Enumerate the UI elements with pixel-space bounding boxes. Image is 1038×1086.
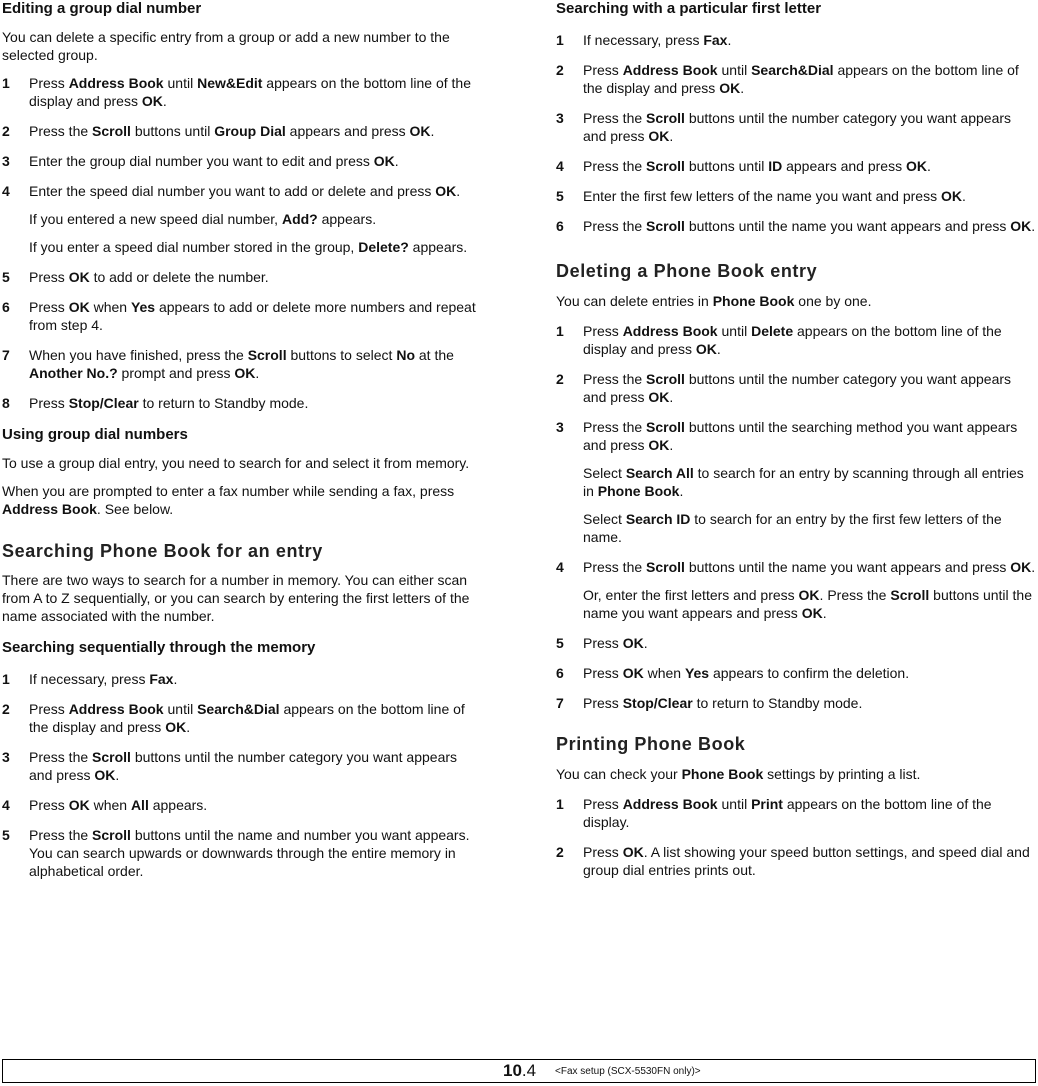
ui-term: Fax xyxy=(703,32,728,48)
ui-term: OK xyxy=(798,587,820,603)
ui-term: OK xyxy=(719,80,741,96)
step-number: 3 xyxy=(2,153,10,169)
step-item xyxy=(556,418,1036,454)
ui-term: OK xyxy=(905,158,927,174)
step-text: Press Stop/Clear to return to Standby mode. xyxy=(583,695,863,711)
ui-term: OK xyxy=(648,128,670,144)
step-text: Press the Scroll buttons until the name you want appears and press OK. xyxy=(583,559,1036,575)
ui-term: OK xyxy=(648,389,670,405)
step-number: 1 xyxy=(2,75,10,91)
step-number: 2 xyxy=(556,371,564,387)
delete-sub-search-all: Select Search All to search for an entry by scanning through all entries in Phone Book. xyxy=(583,465,1024,499)
ui-term: Search&Dial xyxy=(751,62,834,78)
step-text: Press the Scroll buttons until the name and number you want appears. You can search upwards or downwards through the entire memory in alphabetical order. xyxy=(29,827,470,879)
step-item xyxy=(2,796,484,814)
left-column xyxy=(2,0,484,880)
page-sep: . xyxy=(521,1061,527,1080)
seq-search-heading: Searching sequentially through the memory xyxy=(2,639,316,656)
ui-term: Address Book xyxy=(2,501,97,517)
step-item xyxy=(556,634,1036,652)
ui-term: Address Book xyxy=(68,701,164,717)
ui-term: Scroll xyxy=(646,158,685,174)
step-number: 1 xyxy=(2,671,10,687)
step-text: Press OK when Yes appears to add or delete more numbers and repeat from step 4. xyxy=(29,299,476,333)
delete-step-4 xyxy=(556,558,1036,576)
step-item xyxy=(2,748,484,784)
edit-sub-add: If you entered a new speed dial number, Add? appears. xyxy=(29,211,377,227)
step-text: Enter the group dial number you want to edit and press OK. xyxy=(29,153,399,169)
using-group-p1: To use a group dial entry, you need to search for and select it from memory. xyxy=(2,455,470,471)
ui-term: Delete xyxy=(751,323,794,339)
step-item xyxy=(2,74,484,110)
page-number xyxy=(503,1060,536,1082)
ui-term: OK xyxy=(68,797,90,813)
ui-term: Scroll xyxy=(92,749,131,765)
ui-term: OK xyxy=(373,153,395,169)
ui-term: Fax xyxy=(149,671,174,687)
ui-term: Scroll xyxy=(646,419,685,435)
using-group-p2: When you are prompted to enter a fax number while sending a fax, press Address Book. See below. xyxy=(2,483,455,517)
step-text: Press Address Book until New&Edit appears on the bottom line of the display and press OK. xyxy=(29,75,472,109)
ui-term: Search&Dial xyxy=(197,701,280,717)
ui-term: OK xyxy=(622,844,644,860)
ui-term: OK xyxy=(141,93,163,109)
ui-term: OK xyxy=(695,341,717,357)
step-text: Press Stop/Clear to return to Standby mode. xyxy=(29,395,309,411)
step-number: 4 xyxy=(556,559,564,575)
ui-term: OK xyxy=(68,269,90,285)
page-num: 4 xyxy=(526,1061,537,1080)
ui-term: Address Book xyxy=(68,75,164,91)
ui-term: OK xyxy=(1010,218,1032,234)
ui-term: OK xyxy=(622,635,644,651)
delete-steps xyxy=(556,322,1036,454)
ui-term: Address Book xyxy=(622,62,718,78)
step-item xyxy=(2,670,484,688)
step-number: 6 xyxy=(556,218,564,234)
step-number: 1 xyxy=(556,796,564,812)
step-number: 2 xyxy=(556,844,564,860)
ui-term: OK xyxy=(435,183,457,199)
ui-term: Yes xyxy=(684,665,710,681)
step-item xyxy=(556,157,1036,175)
chapter-note: <Fax setup (SCX-5530FN only)> xyxy=(555,1066,701,1077)
step-item xyxy=(556,109,1036,145)
step-text: Press OK. xyxy=(583,635,648,651)
step-text: Press the Scroll buttons until the number category you want appears and press OK. xyxy=(583,110,1012,144)
step-item xyxy=(556,558,1036,576)
ui-term: New&Edit xyxy=(197,75,263,91)
step-number: 8 xyxy=(2,395,10,411)
step-item xyxy=(556,187,1036,205)
step-text: Press the Scroll buttons until the name you want appears and press OK. xyxy=(583,218,1036,234)
ui-term: Scroll xyxy=(646,559,685,575)
ui-term: Scroll xyxy=(247,347,287,363)
step-item xyxy=(2,826,484,880)
ui-term: Add? xyxy=(281,211,318,227)
step-number: 6 xyxy=(2,299,10,315)
step-item xyxy=(556,217,1036,235)
ui-term: Stop/Clear xyxy=(68,395,139,411)
step-item xyxy=(556,795,1036,831)
print-phonebook-intro: You can check your Phone Book settings by printing a list. xyxy=(556,766,921,782)
ui-term: Search All xyxy=(625,465,694,481)
step-item xyxy=(2,268,484,286)
step-item xyxy=(556,370,1036,406)
step-text: Press OK when All appears. xyxy=(29,797,208,813)
step-text: When you have finished, press the Scroll buttons to select No at the Another No.? prompt and press OK. xyxy=(29,347,454,381)
step-item xyxy=(2,182,484,200)
step-text: Press OK to add or delete the number. xyxy=(29,269,269,285)
ui-term: Scroll xyxy=(92,123,131,139)
step-number: 6 xyxy=(556,665,564,681)
ui-term: OK xyxy=(1010,559,1032,575)
delete-entry-heading: Deleting a Phone Book entry xyxy=(556,261,818,281)
ui-term: All xyxy=(130,797,149,813)
delete-sub-or: Or, enter the first letters and press OK. Press the Scroll buttons until the name you want appears and press OK. xyxy=(583,587,1033,621)
edit-group-heading: Editing a group dial number xyxy=(2,0,202,17)
step-item xyxy=(556,694,1036,712)
ui-term: OK xyxy=(622,665,644,681)
ui-term: OK xyxy=(68,299,90,315)
ui-term: No xyxy=(396,347,415,363)
step-item xyxy=(556,61,1036,97)
ui-term: OK xyxy=(940,188,962,204)
step-item xyxy=(2,298,484,334)
step-text: Press the Scroll buttons until Group Dial appears and press OK. xyxy=(29,123,435,139)
ui-term: OK xyxy=(165,719,187,735)
step-text: Press OK when Yes appears to confirm the deletion. xyxy=(583,665,910,681)
ui-term: Scroll xyxy=(646,371,685,387)
step-text: Press the Scroll buttons until the searching method you want appears and press OK. xyxy=(583,419,1018,453)
step-text: If necessary, press Fax. xyxy=(583,32,732,48)
step-number: 3 xyxy=(556,110,564,126)
first-letter-steps xyxy=(556,31,1036,235)
step-number: 7 xyxy=(2,347,10,363)
ui-term: Stop/Clear xyxy=(622,695,693,711)
step-text: If necessary, press Fax. xyxy=(29,671,178,687)
step-item xyxy=(2,700,484,736)
step-number: 3 xyxy=(556,419,564,435)
step-item xyxy=(556,664,1036,682)
step-number: 1 xyxy=(556,323,564,339)
step-text: Press Address Book until Delete appears on the bottom line of the display and press OK. xyxy=(583,323,1002,357)
step-number: 3 xyxy=(2,749,10,765)
edit-steps xyxy=(2,74,484,200)
step-text: Enter the speed dial number you want to add or delete and press OK. xyxy=(29,183,461,199)
step-number: 5 xyxy=(2,827,10,843)
step-text: Press the Scroll buttons until ID appears and press OK. xyxy=(583,158,931,174)
page-footer xyxy=(2,1059,1036,1083)
using-group-heading: Using group dial numbers xyxy=(2,426,188,443)
step-item xyxy=(556,843,1036,879)
step-item xyxy=(2,346,484,382)
ui-term: Phone Book xyxy=(712,293,795,309)
ui-term: OK xyxy=(648,437,670,453)
step-number: 4 xyxy=(2,183,10,199)
ui-term: Search ID xyxy=(625,511,691,527)
step-item xyxy=(2,122,484,140)
ui-term: OK xyxy=(801,605,823,621)
seq-steps xyxy=(2,670,484,880)
step-number: 7 xyxy=(556,695,564,711)
edit-sub-delete: If you enter a speed dial number stored in the group, Delete? appears. xyxy=(29,239,468,255)
ui-term: OK xyxy=(409,123,431,139)
right-column xyxy=(556,0,1036,879)
step-number: 2 xyxy=(556,62,564,78)
delete-steps-cont xyxy=(556,634,1036,712)
ui-term: Address Book xyxy=(622,323,718,339)
ui-term: Phone Book xyxy=(681,766,764,782)
ui-term: Scroll xyxy=(92,827,131,843)
step-text: Press the Scroll buttons until the number category you want appears and press OK. xyxy=(29,749,458,783)
search-phonebook-intro: There are two ways to search for a number in memory. You can either scan from A to Z sequentially, or you can search by entering the first letters of the name associated with the number. xyxy=(2,572,470,624)
step-text: Press Address Book until Search&Dial appears on the bottom line of the display and press OK. xyxy=(583,62,1019,96)
print-phonebook-heading: Printing Phone Book xyxy=(556,734,746,754)
ui-term: Scroll xyxy=(646,218,685,234)
search-phonebook-heading: Searching Phone Book for an entry xyxy=(2,541,323,561)
ui-term: ID xyxy=(768,158,783,174)
edit-steps-cont xyxy=(2,268,484,412)
step-item xyxy=(2,394,484,412)
ui-term: Yes xyxy=(130,299,156,315)
print-steps xyxy=(556,795,1036,879)
step-text: Press the Scroll buttons until the number category you want appears and press OK. xyxy=(583,371,1012,405)
page-chapter: 10 xyxy=(503,1061,522,1080)
step-text: Press OK. A list showing your speed button settings, and speed dial and group dial entries prints out. xyxy=(583,844,1030,878)
step-number: 4 xyxy=(2,797,10,813)
step-number: 4 xyxy=(556,158,564,174)
first-letter-heading: Searching with a particular first letter xyxy=(556,0,822,17)
step-number: 5 xyxy=(556,188,564,204)
ui-term: OK xyxy=(94,767,116,783)
edit-group-intro: You can delete a specific entry from a group or add a new number to the selected group. xyxy=(2,29,450,63)
ui-term: Another No.? xyxy=(29,365,118,381)
delete-entry-intro: You can delete entries in Phone Book one by one. xyxy=(556,293,872,309)
ui-term: Delete? xyxy=(358,239,409,255)
delete-sub-search-id: Select Search ID to search for an entry by the first few letters of the name. xyxy=(583,511,1002,545)
ui-term: Group Dial xyxy=(214,123,286,139)
ui-term: Print xyxy=(751,796,783,812)
ui-term: Phone Book xyxy=(597,483,680,499)
step-text: Press Address Book until Search&Dial appears on the bottom line of the display and press OK. xyxy=(29,701,465,735)
step-number: 2 xyxy=(2,701,10,717)
step-item xyxy=(556,31,1036,49)
step-number: 2 xyxy=(2,123,10,139)
step-number: 5 xyxy=(556,635,564,651)
ui-term: Scroll xyxy=(646,110,685,126)
step-item xyxy=(2,152,484,170)
step-item xyxy=(556,322,1036,358)
step-number: 5 xyxy=(2,269,10,285)
step-number: 1 xyxy=(556,32,564,48)
ui-term: Address Book xyxy=(622,796,718,812)
step-text: Enter the first few letters of the name you want and press OK. xyxy=(583,188,966,204)
step-text: Press Address Book until Print appears on the bottom line of the display. xyxy=(583,796,992,830)
ui-term: OK xyxy=(234,365,256,381)
ui-term: Scroll xyxy=(890,587,930,603)
